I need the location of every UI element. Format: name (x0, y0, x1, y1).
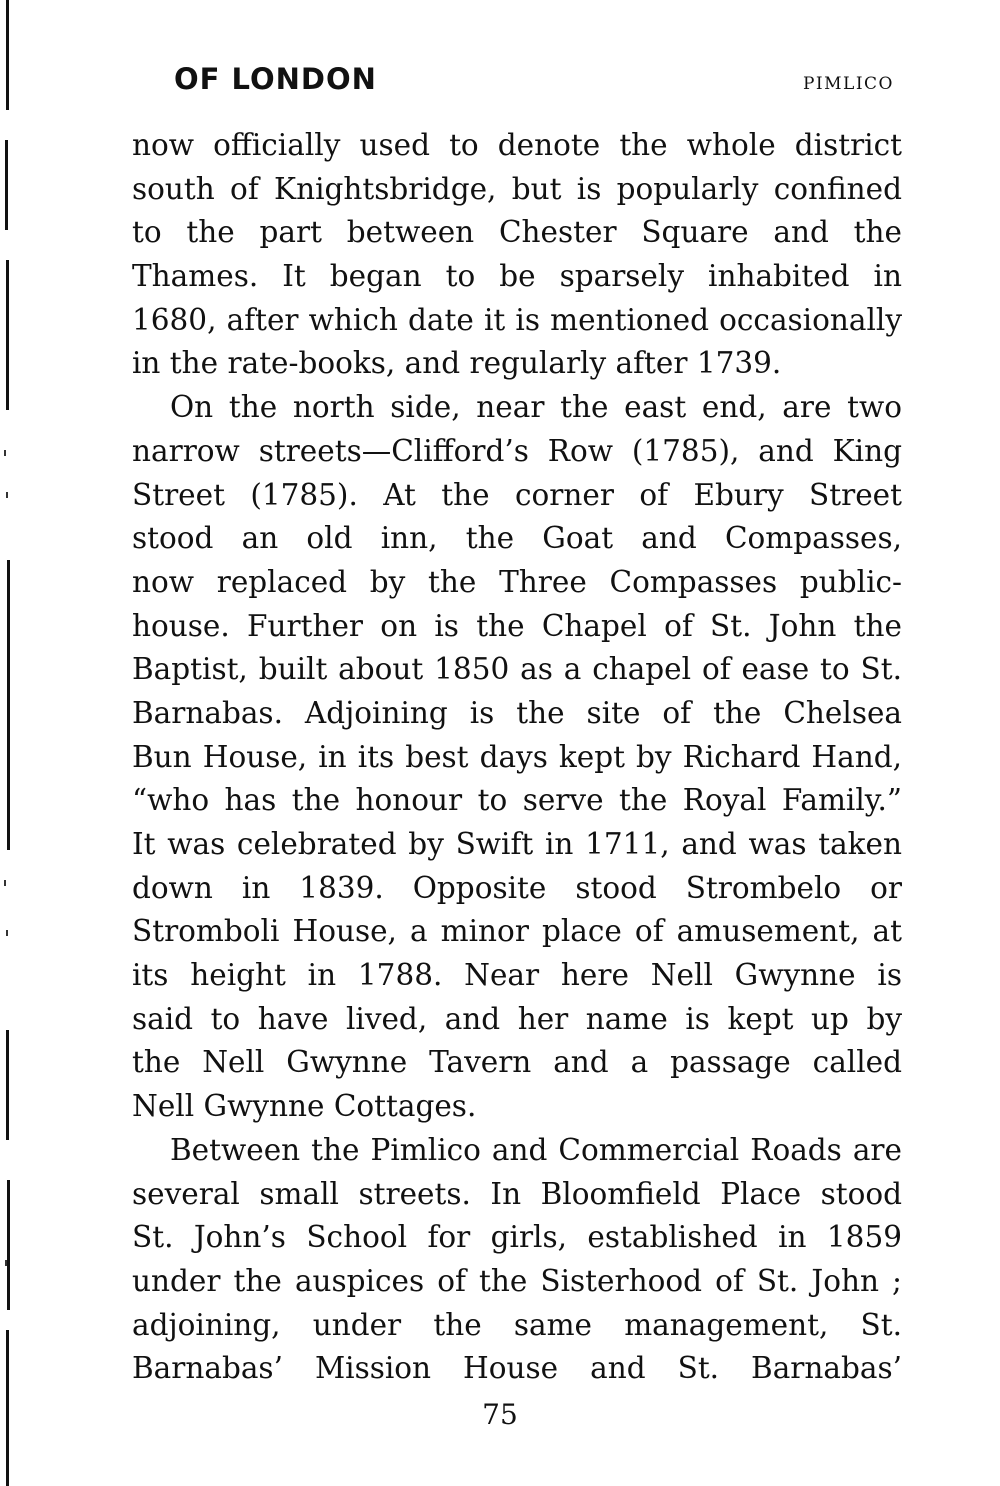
text-line: now officially used to denote the whole district (132, 128, 902, 162)
text-line: It was celebrated by Swift in 1711, and was taken (132, 827, 902, 861)
running-head (174, 62, 894, 102)
text-line: house. Further on is the Chapel of St. John the (132, 608, 902, 643)
text-line: “who has the honour to serve the Royal Family.” (132, 783, 902, 818)
text-line: Nell Gwynne Cottages. (132, 1089, 477, 1124)
text-line: said to have lived, and her name is kept up by (132, 1001, 902, 1036)
text-line: to the part between Chester Square and the (132, 215, 902, 250)
running-head-section: PIMLICO (802, 74, 894, 94)
text-line: in the rate-books, and regularly after 1739. (132, 346, 782, 381)
text-line: Between the Pimlico and Commercial Roads are (170, 1132, 902, 1167)
running-head-title: OF LONDON (174, 62, 377, 96)
text-line: its height in 1788. Near here Nell Gwynne is (132, 958, 902, 993)
text-line: stood an old inn, the Goat and Compasses, (132, 521, 902, 556)
text-line: adjoining, under the same management, St. (132, 1307, 902, 1342)
text-line: south of Knightsbridge, but is popularly confined (132, 171, 902, 206)
page-number: 75 (482, 1398, 518, 1431)
text-line: Baptist, built about 1850 as a chapel of ease to St. (132, 652, 902, 687)
text-line: Barnabas’ Mission House and St. Barnabas’ (132, 1351, 902, 1386)
text-line: several small streets. In Bloomfield Place stood (132, 1176, 902, 1211)
text-line: under the auspices of the Sisterhood of St. John ; (132, 1263, 902, 1298)
text-line: Stromboli House, a minor place of amusement, at (132, 914, 902, 949)
text-line: narrow streets—Clifford’s Row (1785), and King (132, 433, 902, 468)
body-text (132, 124, 902, 1391)
text-line: 1680, after which date it is mentioned occasionally (132, 302, 902, 337)
text-line: St. John’s School for girls, established in 1859 (132, 1220, 902, 1255)
text-line: Bun House, in its best days kept by Richard Hand, (132, 739, 902, 774)
text-line: now replaced by the Three Compasses public- (132, 564, 902, 599)
text-line: the Nell Gwynne Tavern and a passage called (132, 1045, 902, 1080)
binding-gutter (6, 0, 10, 1486)
text-line: Barnabas. Adjoining is the site of the Chelsea (132, 695, 902, 730)
text-line: Thames. It began to be sparsely inhabited in (132, 259, 902, 294)
text-line: down in 1839. Opposite stood Strombelo or (132, 870, 902, 905)
text-line: Street (1785). At the corner of Ebury Street (132, 477, 902, 512)
text-line: On the north side, near the east end, are two (170, 390, 902, 425)
